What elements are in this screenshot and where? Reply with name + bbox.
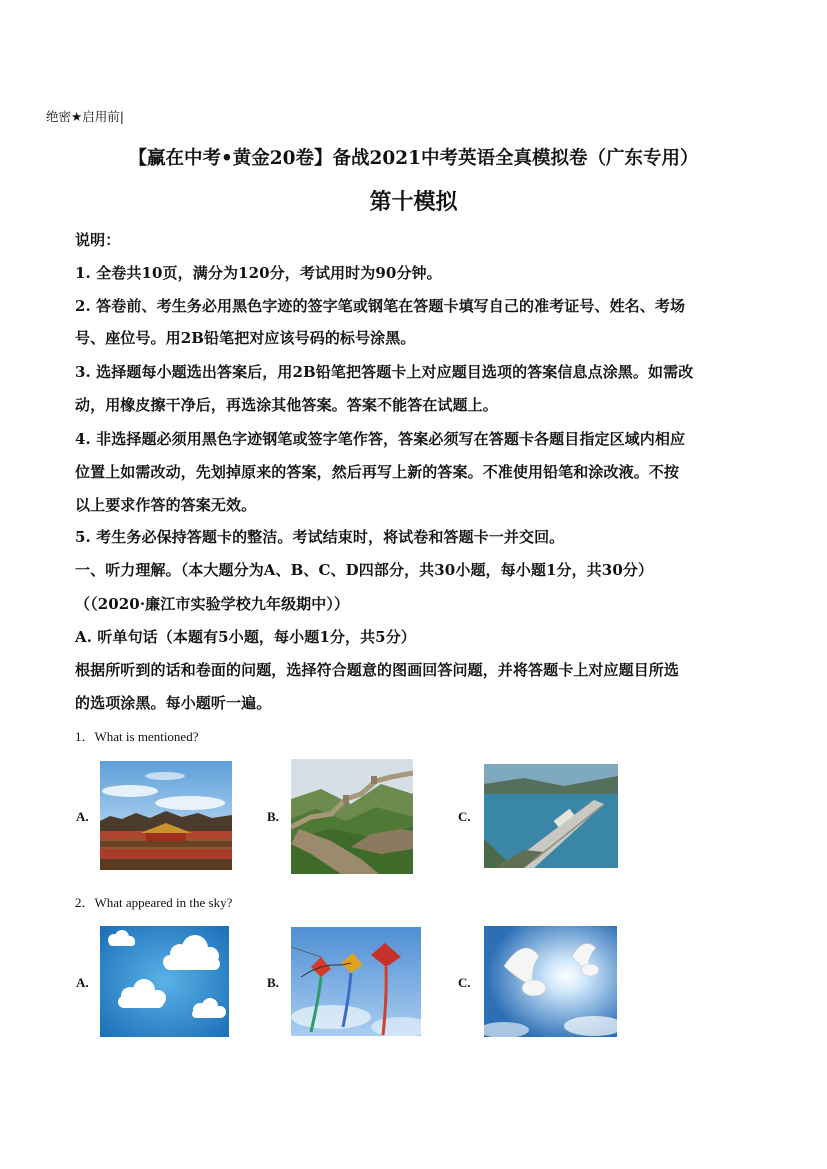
section-heading: 一、听力理解。（本大题分为A、B、C、D四部分，共30小题，每小题1分，共30分） xyxy=(75,561,654,579)
option-label: B. xyxy=(267,975,279,990)
part-a-heading: A. 听单句话（本题有5小题，每小题1分，共5分） xyxy=(75,628,416,646)
forbidden-city-photo xyxy=(100,761,232,870)
exam-title: 【赢在中考•黄金20卷】备战2021中考英语全真模拟卷（广东专用） xyxy=(128,148,699,169)
option-label: A. xyxy=(76,975,89,990)
doves-photo xyxy=(484,926,617,1037)
clouds-photo xyxy=(100,926,229,1037)
option-label: C. xyxy=(458,975,471,990)
question-1-text: 1．What is mentioned? xyxy=(75,729,199,744)
instruction-line: 位置上如需改动，先划掉原来的答案，然后再写上新的答案。不准使用铅笔和涂改液。不按 xyxy=(75,463,680,481)
instruction-line: 5. 考生务必保持答题卡的整洁。考试结束时，将试卷和答题卡一并交回。 xyxy=(75,528,565,546)
instruction-line: 号、座位号。用2B铅笔把对应该号码的标号涂黑。 xyxy=(75,329,416,347)
option-label: C. xyxy=(458,809,471,824)
instruction-line: 4. 非选择题必须用黑色字迹钢笔或签字笔作答，答案必须写在答题卡各题目指定区域内相应 xyxy=(75,430,686,448)
instruction-line: 3. 选择题每小题选出答案后，用2B铅笔把答题卡上对应题目选项的答案信息点涂黑。如需改 xyxy=(75,363,694,381)
instruction-line: 1. 全卷共10页，满分为120分，考试用时为90分钟。 xyxy=(75,264,442,282)
directions-line: 根据所听到的话和卷面的问题，选择符合题意的图画回答问题，并将答题卡上对应题目所选 xyxy=(75,661,680,679)
instruction-line: 以上要求作答的答案无效。 xyxy=(75,496,257,514)
option-label: B. xyxy=(267,809,279,824)
instruction-line: 2. 答卷前、考生务必用黑色字迹的签字笔或钢笔在答题卡填写自己的准考证号、姓名、考场 xyxy=(75,297,686,315)
instructions-heading: 说明： xyxy=(75,231,121,249)
section-source: （（2020·廉江市实验学校九年级期中）） xyxy=(75,595,350,613)
instruction-line: 动，用橡皮擦干净后，再选涂其他答案。答案不能答在试题上。 xyxy=(75,396,498,414)
exam-subtitle: 第十模拟 xyxy=(369,189,458,215)
directions-line: 的选项涂黑。每小题听一遍。 xyxy=(75,694,272,712)
question-2-text: 2．What appeared in the sky? xyxy=(75,895,233,910)
three-gorges-dam-photo xyxy=(484,764,618,868)
great-wall-photo xyxy=(291,759,413,874)
kites-photo xyxy=(291,927,421,1036)
confidential-mark: 绝密★启用前| xyxy=(46,109,124,124)
option-label: A. xyxy=(76,809,89,824)
